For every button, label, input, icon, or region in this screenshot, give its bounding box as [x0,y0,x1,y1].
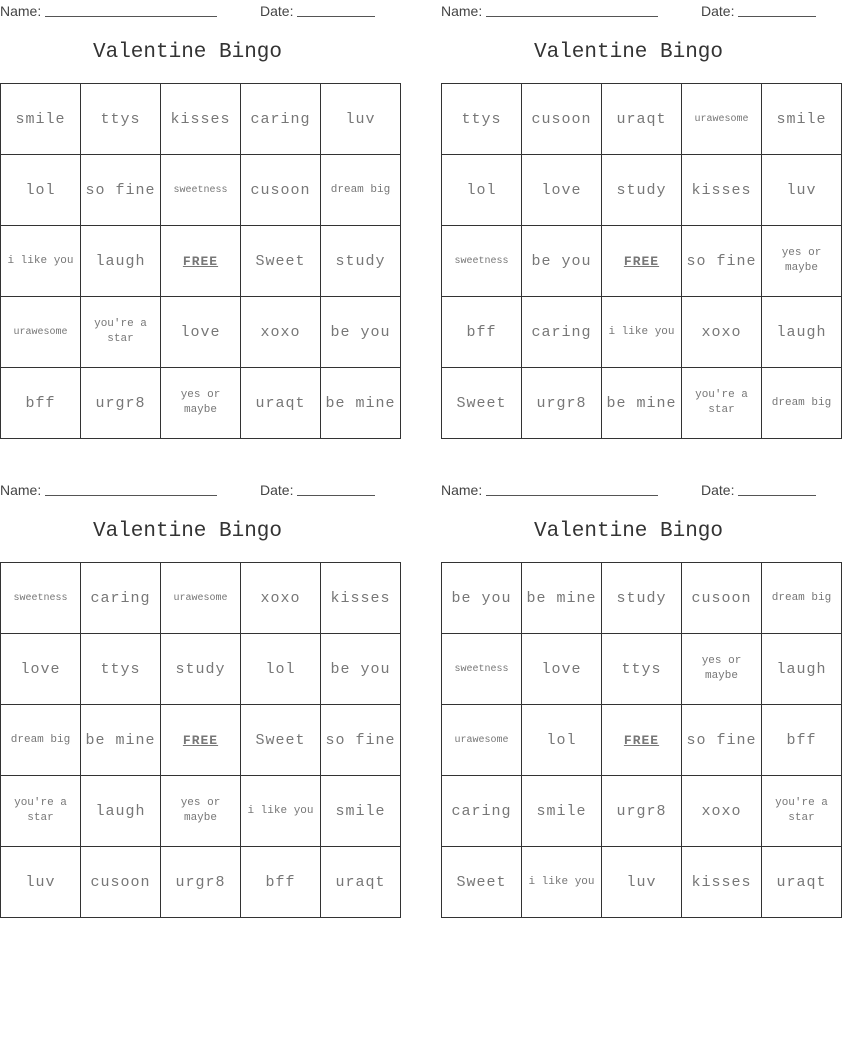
bingo-cell: xoxo [241,297,321,368]
bingo-cell: urgr8 [161,847,241,918]
bingo-cell: urawesome [1,297,81,368]
name-blank [45,16,217,17]
bingo-cell: love [1,634,81,705]
bingo-cell: yes or maybe [161,776,241,847]
bingo-cell: luv [602,847,682,918]
bingo-cell: laugh [81,776,161,847]
bingo-cell: i like you [241,776,321,847]
card-title: Valentine Bingo [92,520,283,543]
bingo-grid [0,83,401,439]
bingo-cell: ttys [442,84,522,155]
free-space-cell: FREE [602,705,682,776]
grid-row [1,368,401,439]
grid-row [1,226,401,297]
bingo-cell: i like you [602,297,682,368]
name-label: Name: [441,3,483,19]
bingo-cell: urawesome [682,84,762,155]
grid-row [442,155,842,226]
grid-row [1,776,401,847]
free-space-cell: FREE [602,226,682,297]
bingo-cell: uraqt [602,84,682,155]
date-label: Date: [260,482,294,498]
bingo-cell: you're a star [1,776,81,847]
bingo-cell: you're a star [762,776,842,847]
bingo-cell: be mine [321,368,401,439]
grid-row [1,634,401,705]
grid-row [1,847,401,918]
bingo-cell: luv [1,847,81,918]
grid-row [442,226,842,297]
bingo-cell: cusoon [241,155,321,226]
bingo-cell: laugh [762,634,842,705]
bingo-grid [441,83,842,439]
date-blank [297,16,375,17]
bingo-cell: cusoon [522,84,602,155]
bingo-cell: laugh [81,226,161,297]
bingo-cell: so fine [682,226,762,297]
bingo-cell: kisses [682,847,762,918]
bingo-cell: dream big [1,705,81,776]
bingo-cell: lol [1,155,81,226]
bingo-cell: urgr8 [602,776,682,847]
bingo-cell: yes or maybe [682,634,762,705]
bingo-grid [441,562,842,918]
bingo-cell: urawesome [161,563,241,634]
bingo-cell: sweetness [1,563,81,634]
bingo-cell: Sweet [241,226,321,297]
bingo-cell: yes or maybe [762,226,842,297]
bingo-cell: love [161,297,241,368]
grid-row [1,563,401,634]
bingo-cell: ttys [81,84,161,155]
bingo-cell: xoxo [682,297,762,368]
bingo-cell: i like you [1,226,81,297]
grid-row [442,297,842,368]
bingo-cell: so fine [81,155,161,226]
bingo-cell: love [522,634,602,705]
bingo-cell: love [522,155,602,226]
bingo-cell: Sweet [241,705,321,776]
bingo-cell: ttys [602,634,682,705]
bingo-cell: so fine [321,705,401,776]
bingo-cell: kisses [321,563,401,634]
name-date-row [0,479,375,501]
grid-row [1,705,401,776]
card-title: Valentine Bingo [533,520,724,543]
bingo-cell: bff [1,368,81,439]
grid-row [442,705,842,776]
date-label: Date: [260,3,294,19]
free-space-cell: FREE [161,226,241,297]
bingo-cell: sweetness [442,226,522,297]
bingo-cell: be mine [602,368,682,439]
bingo-cell: uraqt [241,368,321,439]
name-blank [45,495,217,496]
bingo-cell: caring [81,563,161,634]
name-date-row [441,479,816,501]
name-label: Name: [0,482,42,498]
bingo-cell: be you [522,226,602,297]
name-label: Name: [441,482,483,498]
bingo-cell: caring [442,776,522,847]
bingo-cell: i like you [522,847,602,918]
bingo-cell: dream big [321,155,401,226]
bingo-cell: you're a star [682,368,762,439]
free-space-cell: FREE [161,705,241,776]
card-title: Valentine Bingo [92,41,283,64]
bingo-cell: be mine [522,563,602,634]
grid-row [1,297,401,368]
bingo-cell: xoxo [241,563,321,634]
bingo-cell: be you [321,634,401,705]
bingo-cell: so fine [682,705,762,776]
card-title: Valentine Bingo [533,41,724,64]
bingo-cell: smile [321,776,401,847]
bingo-cell: smile [522,776,602,847]
bingo-cell: study [321,226,401,297]
bingo-cell: kisses [161,84,241,155]
bingo-cell: bff [762,705,842,776]
bingo-cell: sweetness [161,155,241,226]
bingo-cell: luv [762,155,842,226]
grid-row [1,155,401,226]
bingo-cell: be you [321,297,401,368]
bingo-cell: uraqt [321,847,401,918]
bingo-cell: ttys [81,634,161,705]
bingo-cell: lol [442,155,522,226]
grid-row [442,634,842,705]
date-blank [738,495,816,496]
name-blank [486,16,658,17]
grid-row [442,84,842,155]
bingo-cell: bff [442,297,522,368]
grid-row [442,368,842,439]
bingo-cell: dream big [762,563,842,634]
bingo-cell: study [161,634,241,705]
name-label: Name: [0,3,42,19]
date-blank [297,495,375,496]
bingo-cell: luv [321,84,401,155]
bingo-cell: xoxo [682,776,762,847]
bingo-cell: caring [241,84,321,155]
bingo-grid [0,562,401,918]
grid-row [442,776,842,847]
bingo-cell: smile [1,84,81,155]
bingo-cell: uraqt [762,847,842,918]
bingo-cell: smile [762,84,842,155]
bingo-cell: kisses [682,155,762,226]
name-blank [486,495,658,496]
grid-row [442,563,842,634]
bingo-cell: yes or maybe [161,368,241,439]
grid-row [1,84,401,155]
bingo-cell: laugh [762,297,842,368]
date-label: Date: [701,482,735,498]
name-date-row [0,0,375,22]
date-blank [738,16,816,17]
bingo-cell: urgr8 [81,368,161,439]
bingo-cell: urawesome [442,705,522,776]
bingo-cell: cusoon [682,563,762,634]
name-date-row [441,0,816,22]
bingo-cell: urgr8 [522,368,602,439]
bingo-cell: bff [241,847,321,918]
bingo-cell: be you [442,563,522,634]
bingo-cell: caring [522,297,602,368]
bingo-cell: study [602,155,682,226]
bingo-cell: sweetness [442,634,522,705]
bingo-cell: cusoon [81,847,161,918]
bingo-cell: study [602,563,682,634]
date-label: Date: [701,3,735,19]
bingo-cell: Sweet [442,847,522,918]
bingo-cell: be mine [81,705,161,776]
grid-row [442,847,842,918]
bingo-cell: you're a star [81,297,161,368]
bingo-cell: lol [522,705,602,776]
bingo-cell: lol [241,634,321,705]
bingo-cell: dream big [762,368,842,439]
bingo-cell: Sweet [442,368,522,439]
